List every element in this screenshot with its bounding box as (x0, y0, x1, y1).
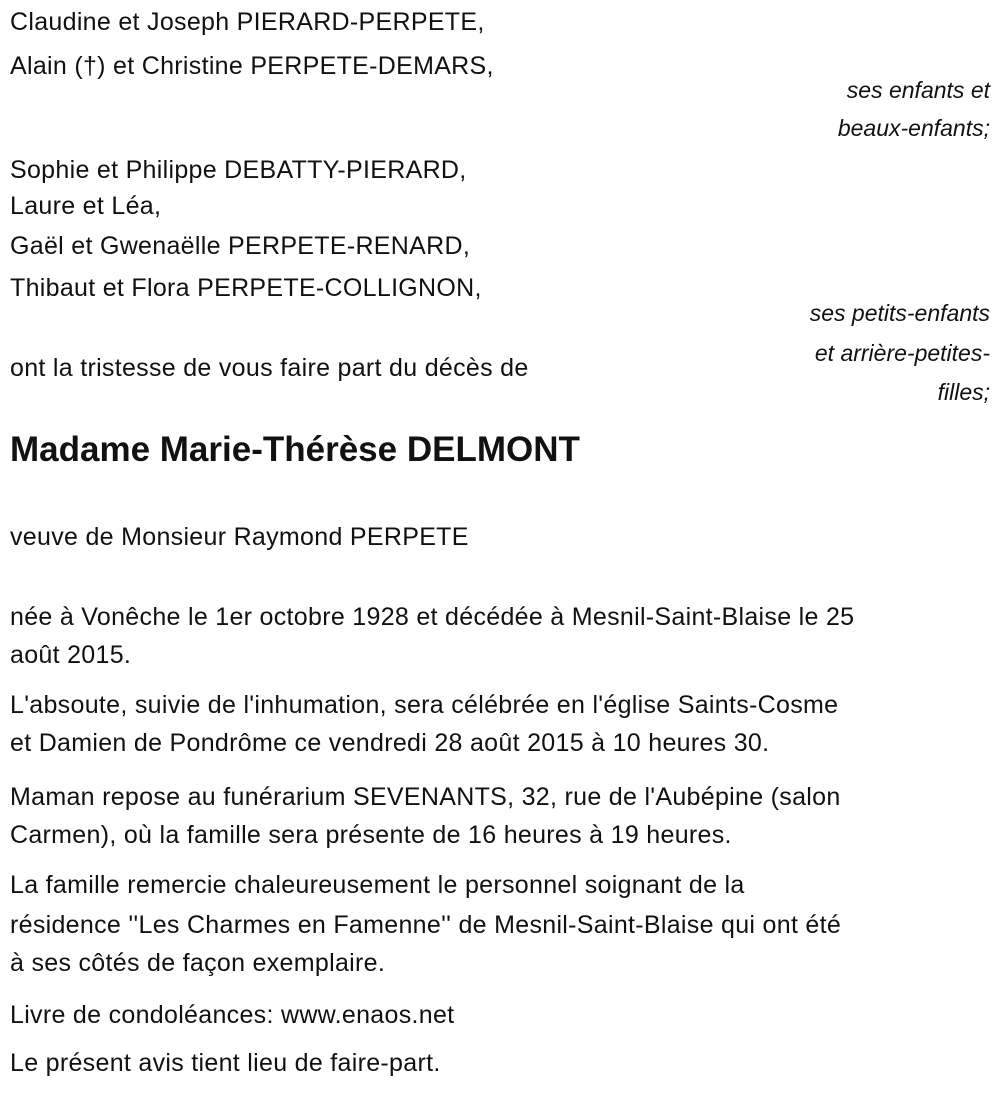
family-line: Claudine et Joseph PIERARD-PERPETE, (10, 8, 485, 36)
thanks-text: résidence ''Les Charmes en Famenne'' de Mesnil-Saint-Blaise qui ont été (10, 911, 842, 939)
family-line: Sophie et Philippe DEBATTY-PIERARD, (10, 156, 467, 184)
family-line: Alain (†) et Christine PERPETE-DEMARS, (10, 52, 494, 80)
widow-of: veuve de Monsieur Raymond PERPETE (10, 523, 469, 551)
condolences-text: Livre de condoléances: www.enaos.net (10, 1001, 455, 1029)
birth-death-text: août 2015. (10, 641, 132, 669)
deceased-name: Madame Marie-Thérèse DELMONT (10, 430, 580, 469)
relation-label: filles; (937, 379, 990, 405)
announcement: ont la tristesse de vous faire part du décès de (10, 354, 529, 382)
notice-text: Le présent avis tient lieu de faire-part. (10, 1049, 441, 1077)
thanks-text: à ses côtés de façon exemplaire. (10, 949, 386, 977)
relation-label: ses petits-enfants (809, 300, 990, 326)
ceremony-text: et Damien de Pondrôme ce vendredi 28 août 2015 à 10 heures 30. (10, 729, 770, 757)
relation-label: ses enfants et (846, 77, 990, 103)
thanks-text: La famille remercie chaleureusement le personnel soignant de la (10, 871, 745, 899)
relation-label: beaux-enfants; (837, 115, 990, 141)
funerarium-text: Maman repose au funérarium SEVENANTS, 32, rue de l'Aubépine (salon (10, 783, 841, 811)
family-line: Laure et Léa, (10, 192, 162, 220)
funerarium-text: Carmen), où la famille sera présente de 16 heures à 19 heures. (10, 821, 732, 849)
relation-label: et arrière-petites- (814, 340, 990, 366)
ceremony-text: L'absoute, suivie de l'inhumation, sera célébrée en l'église Saints-Cosme (10, 691, 839, 719)
family-line: Gaël et Gwenaëlle PERPETE-RENARD, (10, 232, 471, 260)
family-line: Thibaut et Flora PERPETE-COLLIGNON, (10, 274, 482, 302)
birth-death-text: née à Vonêche le 1er octobre 1928 et décédée à Mesnil-Saint-Blaise le 25 (10, 603, 855, 631)
